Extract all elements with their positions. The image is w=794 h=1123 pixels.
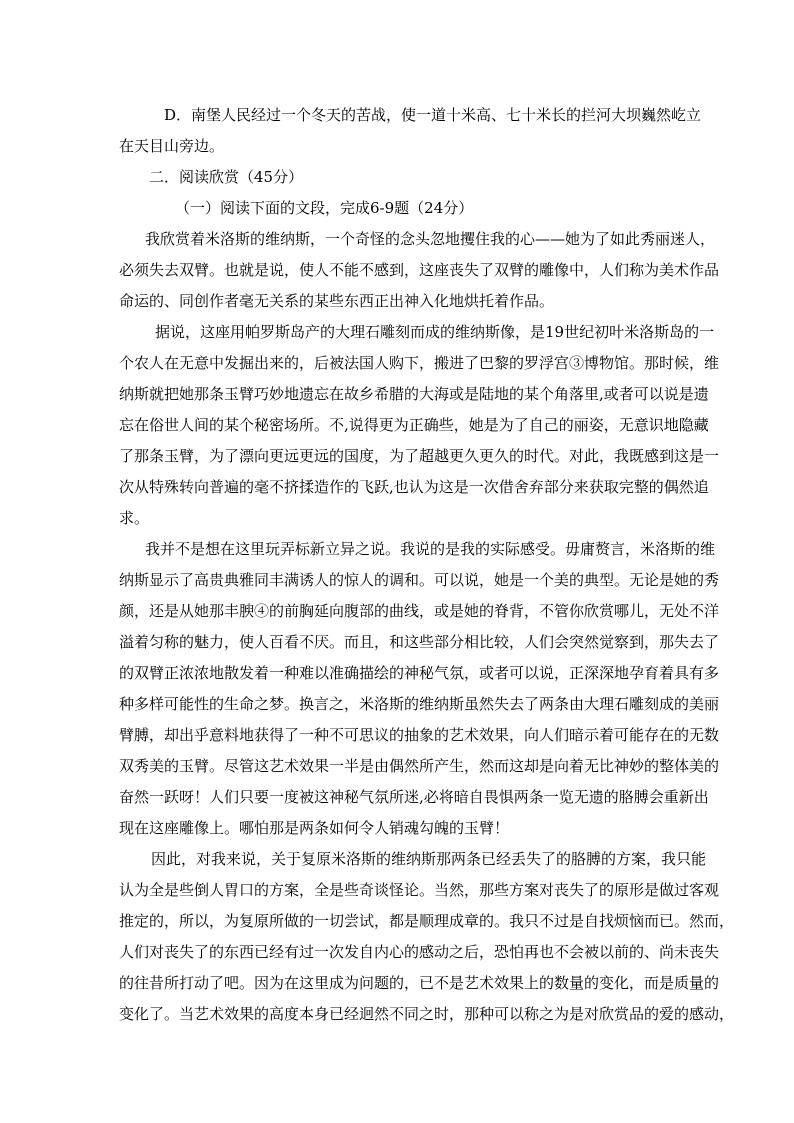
option-d-line-1: D．南堡人民经过一个冬天的苦战，使一道十米高、七十米长的拦河大坝巍然屹立 [164, 106, 702, 124]
paragraph-line: 溢着匀称的魅力，使人百看不厌。而且，和这些部分相比较，人们会突然觉察到，那失去了 [119, 633, 720, 651]
paragraph-line: 我欣赏着米洛斯的维纳斯，一个奇怪的念头忽地攫住我的心——她为了如此秀丽迷人， [145, 230, 716, 248]
paragraph-line: 种多样可能性的生命之梦。换言之，米洛斯的维纳斯虽然失去了两条由大理石雕刻成的美丽 [119, 695, 720, 713]
paragraph-line: 推定的，所以，为复原所做的一切尝试，都是顺理成章的。我只不过是自找烦恼而已。然而， [119, 912, 735, 930]
document-page [119, 100, 735, 1030]
paragraph-2 [119, 317, 720, 534]
paragraph-line: 必须失去双臂。也就是说，使人不能不感到，这座丧失了双臂的雕像中，人们称为美术作品 [119, 261, 720, 279]
subsection-heading: （一）阅读下面的文段，完成6-9题（24分） [175, 199, 474, 217]
paragraph-line: 求。 [119, 509, 150, 527]
paragraph-line: 臂膊，却出乎意料地获得了一种不可思议的抽象的艺术效果，向人们暗示着可能存在的无数 [119, 726, 720, 744]
option-d-line-2: 在天目山旁边。 [119, 137, 225, 155]
paragraph-line: 现在这座雕像上。哪怕那是两条如何令人销魂勾魄的玉臂！ [119, 819, 510, 837]
paragraph-line: 次从特殊转向普遍的毫不挤揉造作的飞跃,也认为这是一次借舍弃部分来获取完整的偶然追 [119, 478, 709, 496]
paragraph-line: 变化了。当艺术效果的高度本身已经迥然不同之时，那种可以称之为是对欣赏品的爱的感动， [119, 1005, 735, 1023]
paragraph-line: 双秀美的玉臂。尽管这艺术效果一半是由偶然所产生，然而这却是向着无比神妙的整体美的 [119, 757, 720, 775]
paragraph-line: 人们对丧失了的东西已经有过一次发自内心的感动之后，恐怕再也不会被以前的、尚未丧失 [119, 943, 720, 961]
paragraph-line: 命运的、同创作者毫无关系的某些东西正出神入化地烘托着作品。 [119, 292, 555, 310]
paragraph-line: 忘在俗世人间的某个秘密场所。不,说得更为正确些，她是为了自己的丽姿，无意识地隐藏 [119, 416, 709, 434]
paragraph-line: 我并不是想在这里玩弄标新立异之说。我说的是我的实际感受。毋庸赘言，米洛斯的维 [145, 540, 716, 558]
paragraph-line: 的双臂正浓浓地散发着一种难以准确描绘的神秘气氛，或者可以说，正深深地孕育着具有多 [119, 664, 720, 682]
paragraph-3 [119, 534, 720, 844]
paragraph-line: 颜，还是从她那丰腴④的前胸延向腹部的曲线，或是她的脊背，不管你欣赏哪儿，无处不洋 [119, 602, 720, 620]
paragraph-line: 纳斯就把她那条玉臂巧妙地遗忘在故乡希腊的大海或是陆地的某个角落里,或者可以说是遗 [119, 385, 709, 403]
paragraph-line: 的往昔所打动了吧。因为在这里成为问题的，已不是艺术效果上的数量的变化，而是质量的 [119, 974, 720, 992]
paragraph-line: 个农人在无意中发掘出来的，后被法国人购下，搬进了巴黎的罗浮宫③博物馆。那时候，维 [119, 354, 720, 372]
paragraph-line: 了那条玉臂，为了漂向更远更远的国度，为了超越更久更久的时代。对此，我既感到这是一 [119, 447, 720, 465]
paragraph-line: 奋然一跃呀！人们只要一度被这神秘气氛所迷,必将暗自畏惧两条一览无遗的胳膊会重新出 [119, 788, 709, 806]
paragraph-1 [119, 224, 720, 317]
paragraph-line: 纳斯显示了高贵典雅同丰满诱人的惊人的调和。可以说，她是一个美的典型。无论是她的秀 [119, 571, 720, 589]
paragraph-4 [119, 844, 735, 1030]
option-d [119, 100, 702, 162]
paragraph-line: 认为全是些倒人胃口的方案，全是些奇谈怪论。当然，那些方案对丧失了的原形是做过客观 [119, 881, 720, 899]
paragraph-line: 因此，对我来说，关于复原米洛斯的维纳斯那两条已经丢失了的胳膊的方案，我只能 [151, 850, 707, 868]
paragraph-line: 据说，这座用帕罗斯岛产的大理石雕刻而成的维纳斯像，是19世纪初叶米洛斯岛的一 [155, 323, 715, 341]
section-heading: 二．阅读欣赏（45分） [149, 168, 304, 186]
